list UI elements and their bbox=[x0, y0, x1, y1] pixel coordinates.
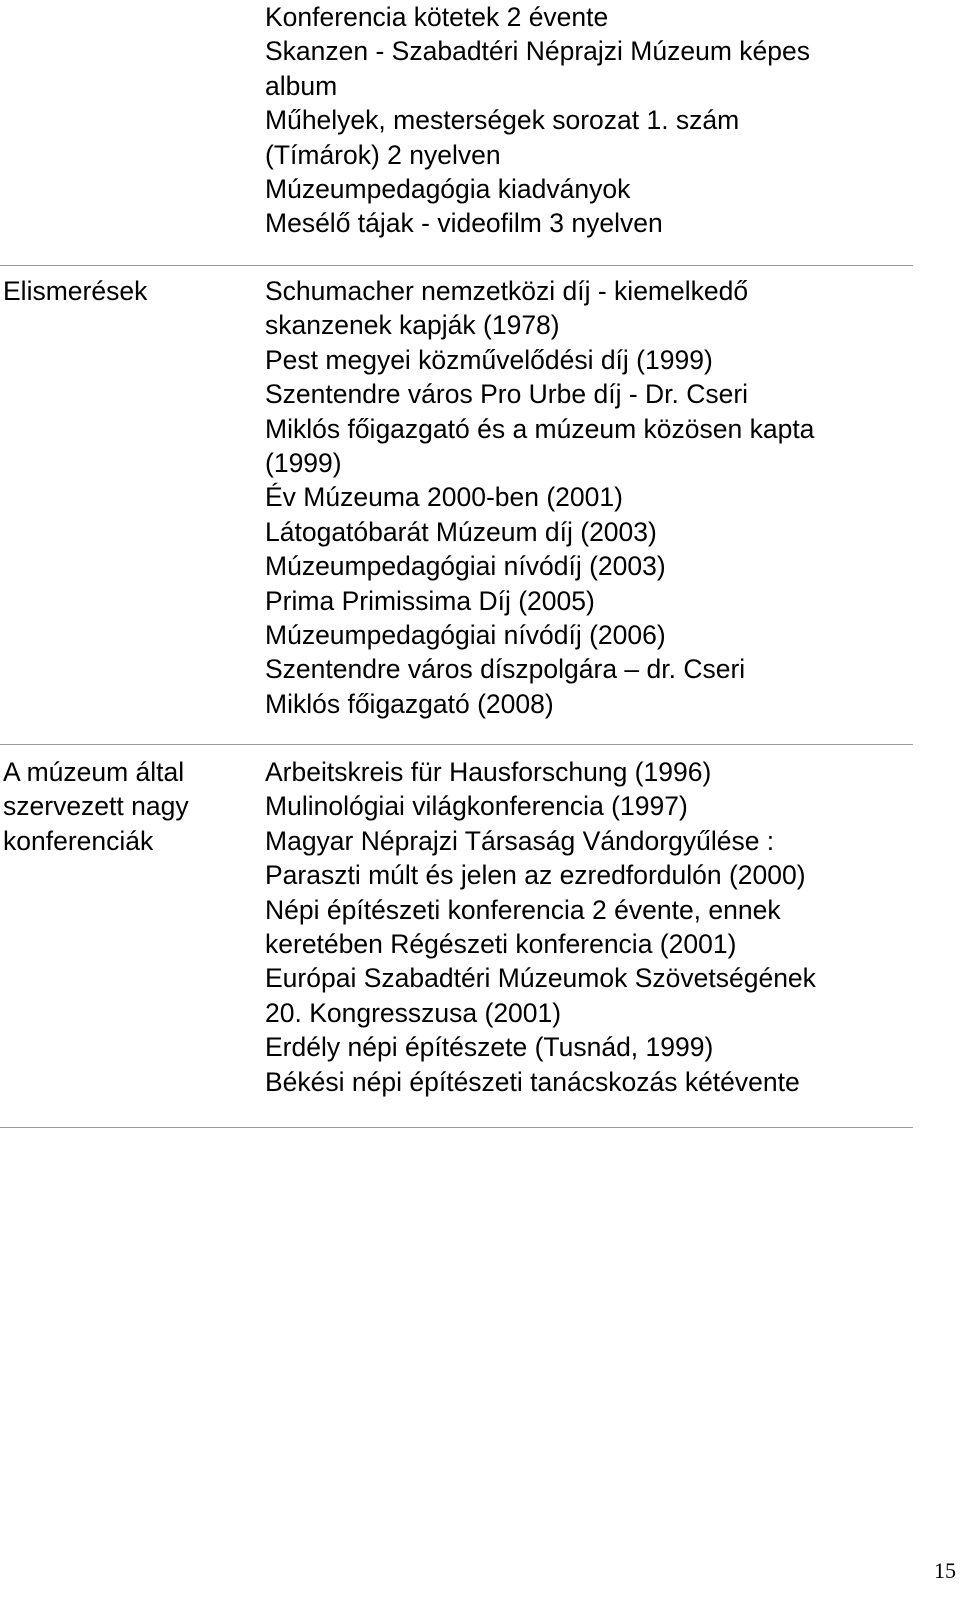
award-line: Múzeumpedagógiai nívódíj (2006) bbox=[265, 620, 666, 651]
conference-line: Erdély népi építészete (Tusnád, 1999) bbox=[265, 1032, 714, 1063]
award-line: skanzenek kapják (1978) bbox=[265, 310, 560, 341]
award-line: Látogatóbarát Múzeum díj (2003) bbox=[265, 516, 657, 547]
conferences-label-line: A múzeum által bbox=[3, 757, 185, 787]
award-line: Pest megyei közművelődési díj (1999) bbox=[265, 344, 713, 375]
conference-line: Magyar Néprajzi Társaság Vándorgyűlése : bbox=[265, 825, 775, 856]
award-line: Múzeumpedagógiai nívódíj (2003) bbox=[265, 551, 666, 582]
publications-line: Műhelyek, mesterségek sorozat 1. szám bbox=[265, 105, 740, 136]
conferences-label-line: szervezett nagy bbox=[3, 791, 189, 822]
row-divider bbox=[0, 744, 913, 745]
awards-list bbox=[265, 274, 925, 721]
conference-line: Európai Szabadtéri Múzeumok Szövetségének bbox=[265, 963, 816, 994]
award-line: Prima Primissima Díj (2005) bbox=[265, 585, 595, 616]
publications-line: Skanzen - Szabadtéri Néprajzi Múzeum képes bbox=[265, 36, 810, 67]
award-line: Schumacher nemzetközi díj - kiemelkedő bbox=[265, 276, 749, 306]
conferences-label-line: konferenciák bbox=[3, 825, 154, 856]
award-line: Szentendre város Pro Urbe díj - Dr. Cseri bbox=[265, 379, 749, 410]
conference-line: 20. Kongresszusa (2001) bbox=[265, 997, 562, 1028]
award-line: (1999) bbox=[265, 448, 342, 479]
publications-line: Mesélő tájak - videofilm 3 nyelven bbox=[265, 208, 663, 239]
publications-line: album bbox=[265, 70, 338, 101]
conference-line: Népi építészeti konferencia 2 évente, ennek bbox=[265, 894, 781, 925]
row-divider bbox=[0, 1127, 913, 1128]
publications-line: Konferencia kötetek 2 évente bbox=[265, 2, 609, 32]
publications-list bbox=[265, 0, 925, 241]
conference-line: keretében Régészeti konferencia (2001) bbox=[265, 929, 737, 960]
award-line: Év Múzeuma 2000-ben (2001) bbox=[265, 482, 623, 513]
awards-label bbox=[3, 274, 253, 308]
row-divider bbox=[0, 265, 913, 266]
award-line: Szentendre város díszpolgára – dr. Cseri bbox=[265, 654, 746, 685]
award-line: Miklós főigazgató (2008) bbox=[265, 688, 554, 719]
awards-label-text: Elismerések bbox=[3, 276, 148, 306]
publications-line: (Tímárok) 2 nyelven bbox=[265, 139, 501, 170]
conferences-list bbox=[265, 755, 925, 1099]
conference-line: Mulinológiai világkonferencia (1997) bbox=[265, 791, 688, 822]
publications-line: Múzeumpedagógia kiadványok bbox=[265, 174, 631, 205]
award-line: Miklós főigazgató és a múzeum közösen kapta bbox=[265, 413, 815, 444]
conference-line: Paraszti múlt és jelen az ezredfordulón (2000) bbox=[265, 860, 806, 891]
conferences-label bbox=[3, 755, 253, 858]
conference-line: Békési népi építészeti tanácskozás kétévente bbox=[265, 1066, 800, 1097]
page-number: 15 bbox=[934, 1558, 956, 1583]
conference-line: Arbeitskreis für Hausforschung (1996) bbox=[265, 757, 712, 787]
